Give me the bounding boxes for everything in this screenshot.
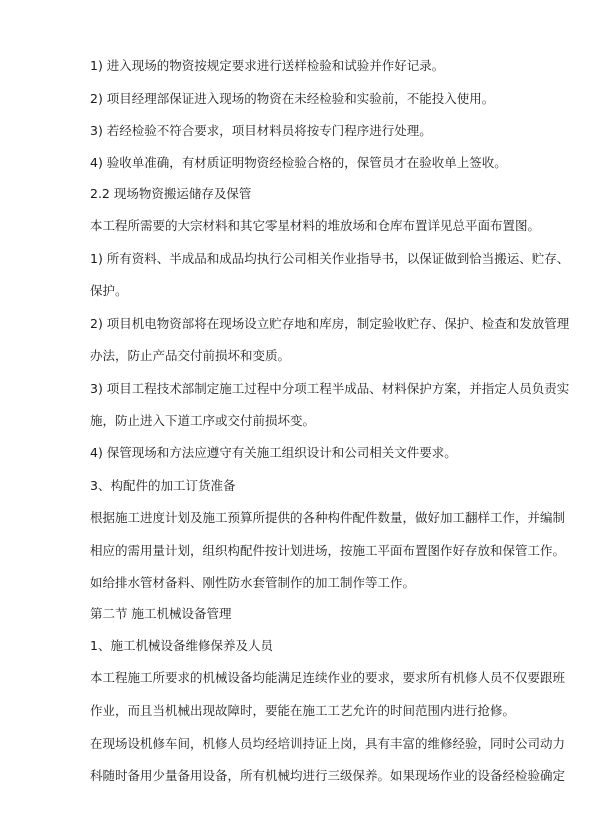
text-line: 作业，而且当机械出现故障时，要能在施工工艺允许的时间范围内进行抢修。 bbox=[90, 703, 516, 718]
text-line: 1) 进入现场的物资按规定要求进行送样检验和试验并作好记录。 bbox=[90, 58, 445, 73]
text-line: 办法，防止产品交付前损坏和变质。 bbox=[90, 348, 291, 363]
section-heading: 3、构配件的加工订货准备 bbox=[90, 478, 236, 493]
text-line: 3) 项目工程技术部制定施工过程中分项工程半成品、材料保护方案，并指定人员负责实 bbox=[90, 381, 570, 396]
text-line: 保护。 bbox=[90, 283, 128, 298]
text-line: 如给排水管材备料、刚性防水套管制作的加工制作等工作。 bbox=[90, 575, 416, 590]
text-line: 本工程施工所要求的机械设备均能满足连续作业的要求，要求所有机修人员不仅要跟班 bbox=[90, 670, 566, 685]
text-line: 4) 保管现场和方法应遵守有关施工组织设计和公司相关文件要求。 bbox=[90, 445, 457, 460]
text-line: 相应的需用量计划，组织构配件按计划进场，按施工平面布置图作好存放和保管工作。 bbox=[90, 543, 566, 558]
text-line: 施，防止进入下道工序或交付前损坏变。 bbox=[90, 413, 316, 428]
text-line: 2) 项目机电物资部将在现场设立贮存地和库房，制定验收贮存、保护、检查和发放管理 bbox=[90, 316, 570, 331]
chapter-heading: 第二节 施工机械设备管理 bbox=[90, 606, 232, 621]
text-line: 3) 若经检验不符合要求，项目材料员将按专门程序进行处理。 bbox=[90, 123, 432, 138]
text-line: 2) 项目经理部保证进入现场的物资在未经检验和实验前，不能投入使用。 bbox=[90, 91, 495, 106]
text-line: 1) 所有资料、半成品和成品均执行公司相关作业指导书，以保证做到恰当搬运、贮存、 bbox=[90, 251, 570, 266]
text-line: 科随时备用少量备用设备，所有机械均进行三级保养。如果现场作业的设备经检验确定 bbox=[90, 768, 566, 783]
text-line: 本工程所需要的大宗材料和其它零星材料的堆放场和仓库布置详见总平面布置图。 bbox=[90, 218, 541, 233]
text-line: 4) 验收单准确，有材质证明物资经检验合格的，保管员才在验收单上签收。 bbox=[90, 155, 507, 170]
text-line: 根据施工进度计划及施工预算所提供的各种构件配件数量，做好加工翻样工作，并编制 bbox=[90, 510, 566, 525]
section-heading: 2.2 现场物资搬运储存及保管 bbox=[90, 186, 252, 201]
section-heading: 1、施工机械设备维修保养及人员 bbox=[90, 638, 273, 653]
text-line: 在现场设机修车间，机修人员均经培训持证上岗，具有丰富的维修经验，同时公司动力 bbox=[90, 736, 566, 751]
